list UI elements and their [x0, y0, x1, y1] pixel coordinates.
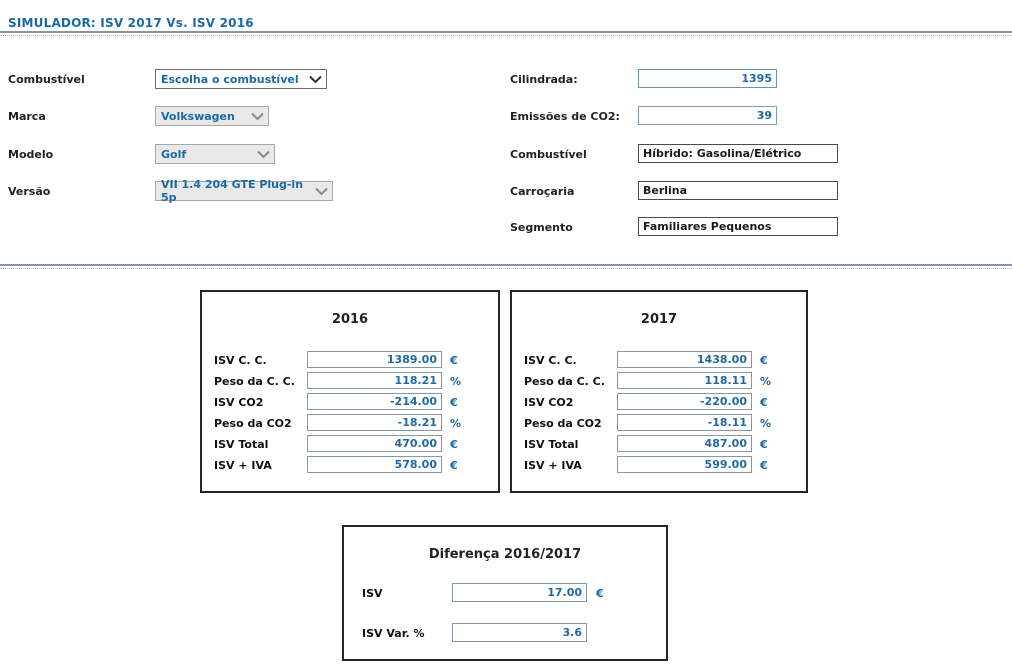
versao-select-value: VII 1.4 204 GTE Plug-in 5p — [161, 178, 304, 204]
unit-label: % — [450, 375, 462, 388]
row-label: ISV CO2 — [214, 396, 264, 409]
unit-label: % — [450, 417, 462, 430]
isv-iva-2017-input[interactable] — [617, 456, 752, 473]
carrocaria-label: Carroçaria — [510, 185, 575, 198]
isv-cc-2016-input[interactable] — [307, 351, 442, 368]
segmento-input[interactable] — [638, 217, 838, 236]
panel-difference — [342, 525, 668, 661]
header-divider — [0, 31, 1012, 33]
unit-label: € — [450, 459, 458, 472]
versao-select-label: Versão — [8, 185, 51, 198]
peso-co2-2017-input[interactable] — [617, 414, 752, 431]
section-divider — [0, 264, 1012, 266]
row-label: ISV + IVA — [214, 459, 272, 472]
page-title: SIMULADOR: ISV 2017 Vs. ISV 2016 — [8, 16, 254, 30]
chevron-down-icon — [251, 112, 264, 121]
panel-2016-title: 2016 — [331, 312, 369, 327]
row-label: Peso da C. C. — [524, 375, 605, 388]
section-divider-dotted — [0, 268, 1012, 269]
isv-iva-2016-input[interactable] — [307, 456, 442, 473]
row-label: ISV Total — [524, 438, 579, 451]
panel-difference-title: Diferença 2016/2017 — [428, 547, 582, 562]
row-label: Peso da C. C. — [214, 375, 295, 388]
panel-2017-title: 2017 — [640, 312, 678, 327]
modelo-select-label: Modelo — [8, 148, 54, 161]
combustivel-text-input[interactable] — [638, 144, 838, 163]
row-label: Peso da CO2 — [524, 417, 602, 430]
unit-label: € — [450, 354, 458, 367]
combustivel-text-label: Combustível — [510, 148, 587, 161]
combustivel-select[interactable] — [155, 69, 327, 89]
versao-select[interactable] — [155, 178, 333, 204]
chevron-down-icon — [309, 75, 322, 84]
row-label: Peso da CO2 — [214, 417, 292, 430]
panel-2017 — [510, 290, 808, 493]
chevron-down-icon — [257, 150, 270, 159]
cilindrada-input[interactable] — [638, 69, 777, 88]
modelo-select[interactable] — [155, 144, 275, 164]
isv-var-difference-input[interactable] — [452, 623, 587, 642]
peso-cc-2017-input[interactable] — [617, 372, 752, 389]
peso-cc-2016-input[interactable] — [307, 372, 442, 389]
marca-select-label: Marca — [8, 110, 46, 123]
peso-co2-2016-input[interactable] — [307, 414, 442, 431]
row-label: ISV CO2 — [524, 396, 574, 409]
cilindrada-label: Cilindrada: — [510, 73, 578, 86]
combustivel-select-label: Combustível — [8, 73, 85, 86]
isv-cc-2017-input[interactable] — [617, 351, 752, 368]
isv-total-2016-input[interactable] — [307, 435, 442, 452]
isv-total-2017-input[interactable] — [617, 435, 752, 452]
modelo-select-value: Golf — [161, 147, 187, 161]
row-label: ISV — [362, 587, 383, 600]
unit-label: € — [760, 438, 768, 451]
unit-label: % — [760, 417, 772, 430]
unit-label: € — [596, 587, 604, 600]
emissoes-co2-label: Emissões de CO2: — [510, 110, 620, 123]
isv-co2-2016-input[interactable] — [307, 393, 442, 410]
marca-select[interactable] — [155, 106, 269, 126]
row-label: ISV C. C. — [214, 354, 267, 367]
row-label: ISV + IVA — [524, 459, 582, 472]
chevron-down-icon — [315, 187, 328, 196]
header-divider-dotted — [0, 35, 1012, 36]
carrocaria-input[interactable] — [638, 181, 838, 200]
unit-label: € — [450, 438, 458, 451]
row-label: ISV C. C. — [524, 354, 577, 367]
unit-label: € — [760, 354, 768, 367]
isv-difference-input[interactable] — [452, 583, 587, 602]
panel-2016 — [200, 290, 500, 493]
row-label: ISV Var. % — [362, 627, 425, 640]
segmento-label: Segmento — [510, 221, 573, 234]
row-label: ISV Total — [214, 438, 269, 451]
marca-select-value: Volkswagen — [161, 109, 235, 123]
unit-label: € — [760, 396, 768, 409]
emissoes-co2-input[interactable] — [638, 106, 777, 125]
unit-label: % — [760, 375, 772, 388]
isv-co2-2017-input[interactable] — [617, 393, 752, 410]
unit-label: € — [450, 396, 458, 409]
unit-label: € — [760, 459, 768, 472]
combustivel-select-value: Escolha o combustível — [161, 72, 299, 86]
